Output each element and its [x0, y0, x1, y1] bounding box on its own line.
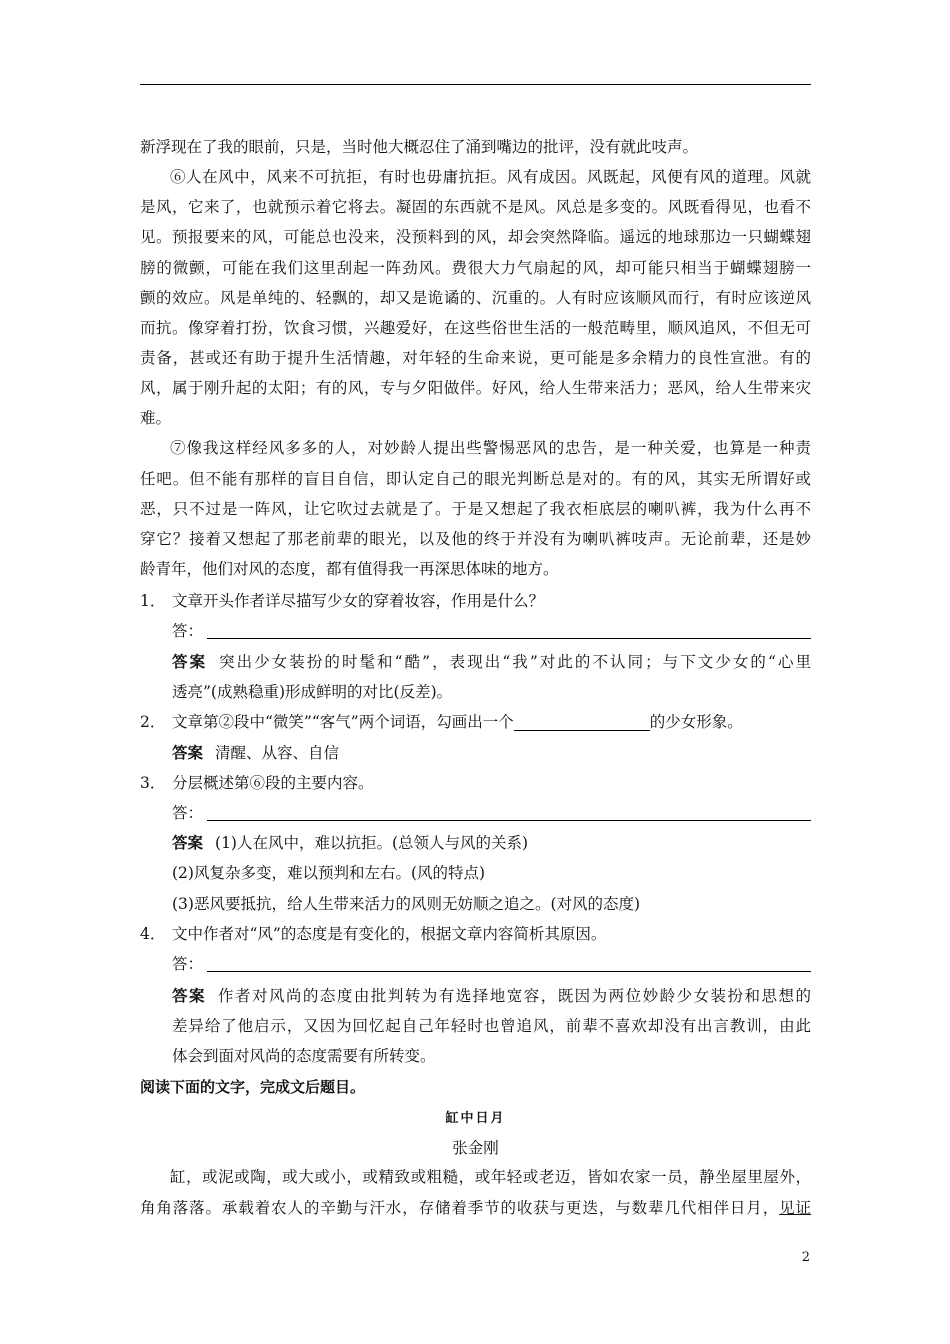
answer-text: 体会到面对风尚的态度需要有所转变。 [172, 1047, 436, 1065]
page-number: 2 [801, 1250, 810, 1265]
passage-line: ⑥人在风中，风来不可抗拒，有时也毋庸抗拒。风有成因。风既起，风便有风的道理。风就 [170, 168, 811, 186]
answer-text: (3)恶风要抵抗，给人生带来活力的风则无妨顺之追之。(对风的态度) [172, 895, 641, 913]
answer-label: 答： [172, 955, 204, 973]
answer-label: 答： [172, 804, 204, 822]
question-text: 文中作者对“风”的态度是有变化的，根据文章内容简析其原因。 [172, 925, 607, 943]
answer-text: 作者对风尚的态度由批判转为有选择地宽容，既因为两位妙龄少女装扮和思想的 [217, 987, 811, 1005]
answer-field[interactable] [172, 798, 811, 828]
passage-line: 风，属于刚升起的太阳；有的风，专与夕阳做伴。好风，给人生带来活力；恶风，给人生带来灾 [140, 379, 811, 397]
question-text-before: 文章第②段中“微笑”“客气”两个词语，勾画出一个 [172, 713, 514, 731]
question-number: 4． [140, 925, 166, 943]
answer-label: 答： [172, 622, 204, 640]
question-text: 文章开头作者详尽描写少女的穿着妆容，作用是什么？ [172, 592, 545, 610]
answer-text: 透亮”(成熟稳重)形成鲜明的对比(反差)。 [172, 683, 453, 701]
answer-text: (2)风复杂多变，难以预判和左右。(风的特点) [172, 864, 486, 882]
header-rule [140, 84, 811, 85]
article-text: 角角落落。承载着农人的辛勤与汗水，存储着季节的收获与更迭，与数辈几代相伴日月， [140, 1199, 780, 1217]
passage-line: 颤的效应。风是单纯的、轻飘的，却又是诡谲的、沉重的。人有时应该顺风而行，有时应该逆风 [140, 289, 811, 307]
passage-line: 是风，它来了，也就预示着它将去。凝固的东西就不是风。风总是多变的。风既看得见，也看不 [140, 198, 811, 216]
passage-line: 膀的微颤，可能在我们这里刮起一阵劲风。费很大力气扇起的风，却可能只相当于蝴蝶翅膀一 [140, 259, 811, 277]
passage-line: 龄青年，他们对风的态度，都有值得我一再深思体味的地方。 [140, 560, 559, 578]
underlined-text: 见证 [779, 1199, 811, 1217]
answer-key-line [172, 981, 811, 1011]
answer-key-line [172, 738, 811, 768]
article-line [140, 1193, 811, 1223]
passage-line: 穿它？接着又想起了那老前辈的眼光，以及他的终于并没有为喇叭裤吱声。无论前辈，还是妙 [140, 530, 811, 548]
answer-key-label: 答案 [172, 833, 204, 852]
answer-key-label: 答案 [172, 652, 208, 671]
question-text: 分层概述第⑥段的主要内容。 [172, 774, 374, 792]
passage-line: 恶，只不过是一阵风，让它吹过去就是了。于是又想起了我衣柜底层的喇叭裤，我为什么再不 [140, 500, 811, 518]
article-title: 缸中日月 [445, 1111, 506, 1126]
passage-line: 见。预报要来的风，可能总也没来，没预料到的风，却会突然降临。遥远的地球那边一只蝴蝶翅 [140, 228, 811, 246]
answer-underline [207, 971, 811, 972]
question-number: 1． [140, 592, 166, 610]
passage-line: 责备，甚或还有助于提升生活情趣，对年轻的生命来说，更可能是多余精力的良性宣泄。有的 [140, 349, 811, 367]
answer-key-line [172, 828, 811, 858]
question-number: 2． [140, 713, 166, 731]
passage-line: 而抗。像穿着打扮，饮食习惯，兴趣爱好，在这些俗世生活的一般范畴里，顺风追风，不但无可 [140, 319, 811, 337]
passage-line: ⑦像我这样经风多多的人，对妙龄人提出些警惕恶风的忠告，是一种关爱，也算是一种责 [170, 439, 811, 457]
question-text [172, 707, 811, 737]
question-text-after: 的少女形象。 [649, 713, 743, 731]
answer-key-label: 答案 [172, 986, 206, 1005]
answer-underline [207, 820, 811, 821]
answer-field[interactable] [172, 949, 811, 979]
answer-key-line [172, 647, 811, 677]
reading-instruction: 阅读下面的文字，完成文后题目。 [140, 1078, 366, 1096]
article-author: 张金刚 [452, 1139, 499, 1157]
answer-text: (1)人在风中，难以抗拒。(总领人与风的关系) [215, 834, 529, 852]
fill-blank[interactable] [514, 712, 650, 731]
passage-line: 新浮现在了我的眼前，只是，当时他大概忍住了涌到嘴边的批评，没有就此吱声。 [140, 138, 699, 156]
answer-text: 清醒、从容、自信 [215, 744, 340, 762]
question-number: 3． [140, 774, 166, 792]
answer-underline [207, 638, 811, 639]
answer-text: 差异给了他启示，又因为回忆起自己年轻时也曾追风，前辈不喜欢却没有出言教训，由此 [172, 1017, 811, 1035]
answer-key-label: 答案 [172, 743, 204, 762]
passage-line: 难。 [140, 409, 172, 427]
answer-text: 突出少女装扮的时髦和“酷”，表现出“我”对此的不认同；与下文少女的“心里 [219, 653, 811, 671]
passage-line: 任吧。但不能有那样的盲目自信，即认定自己的眼光判断总是对的。有的风，其实无所谓好或 [140, 470, 811, 488]
answer-field[interactable] [172, 616, 811, 646]
article-line: 缸，或泥或陶，或大或小，或精致或粗糙，或年轻或老迈，皆如农家一员，静坐屋里屋外， [170, 1168, 811, 1186]
